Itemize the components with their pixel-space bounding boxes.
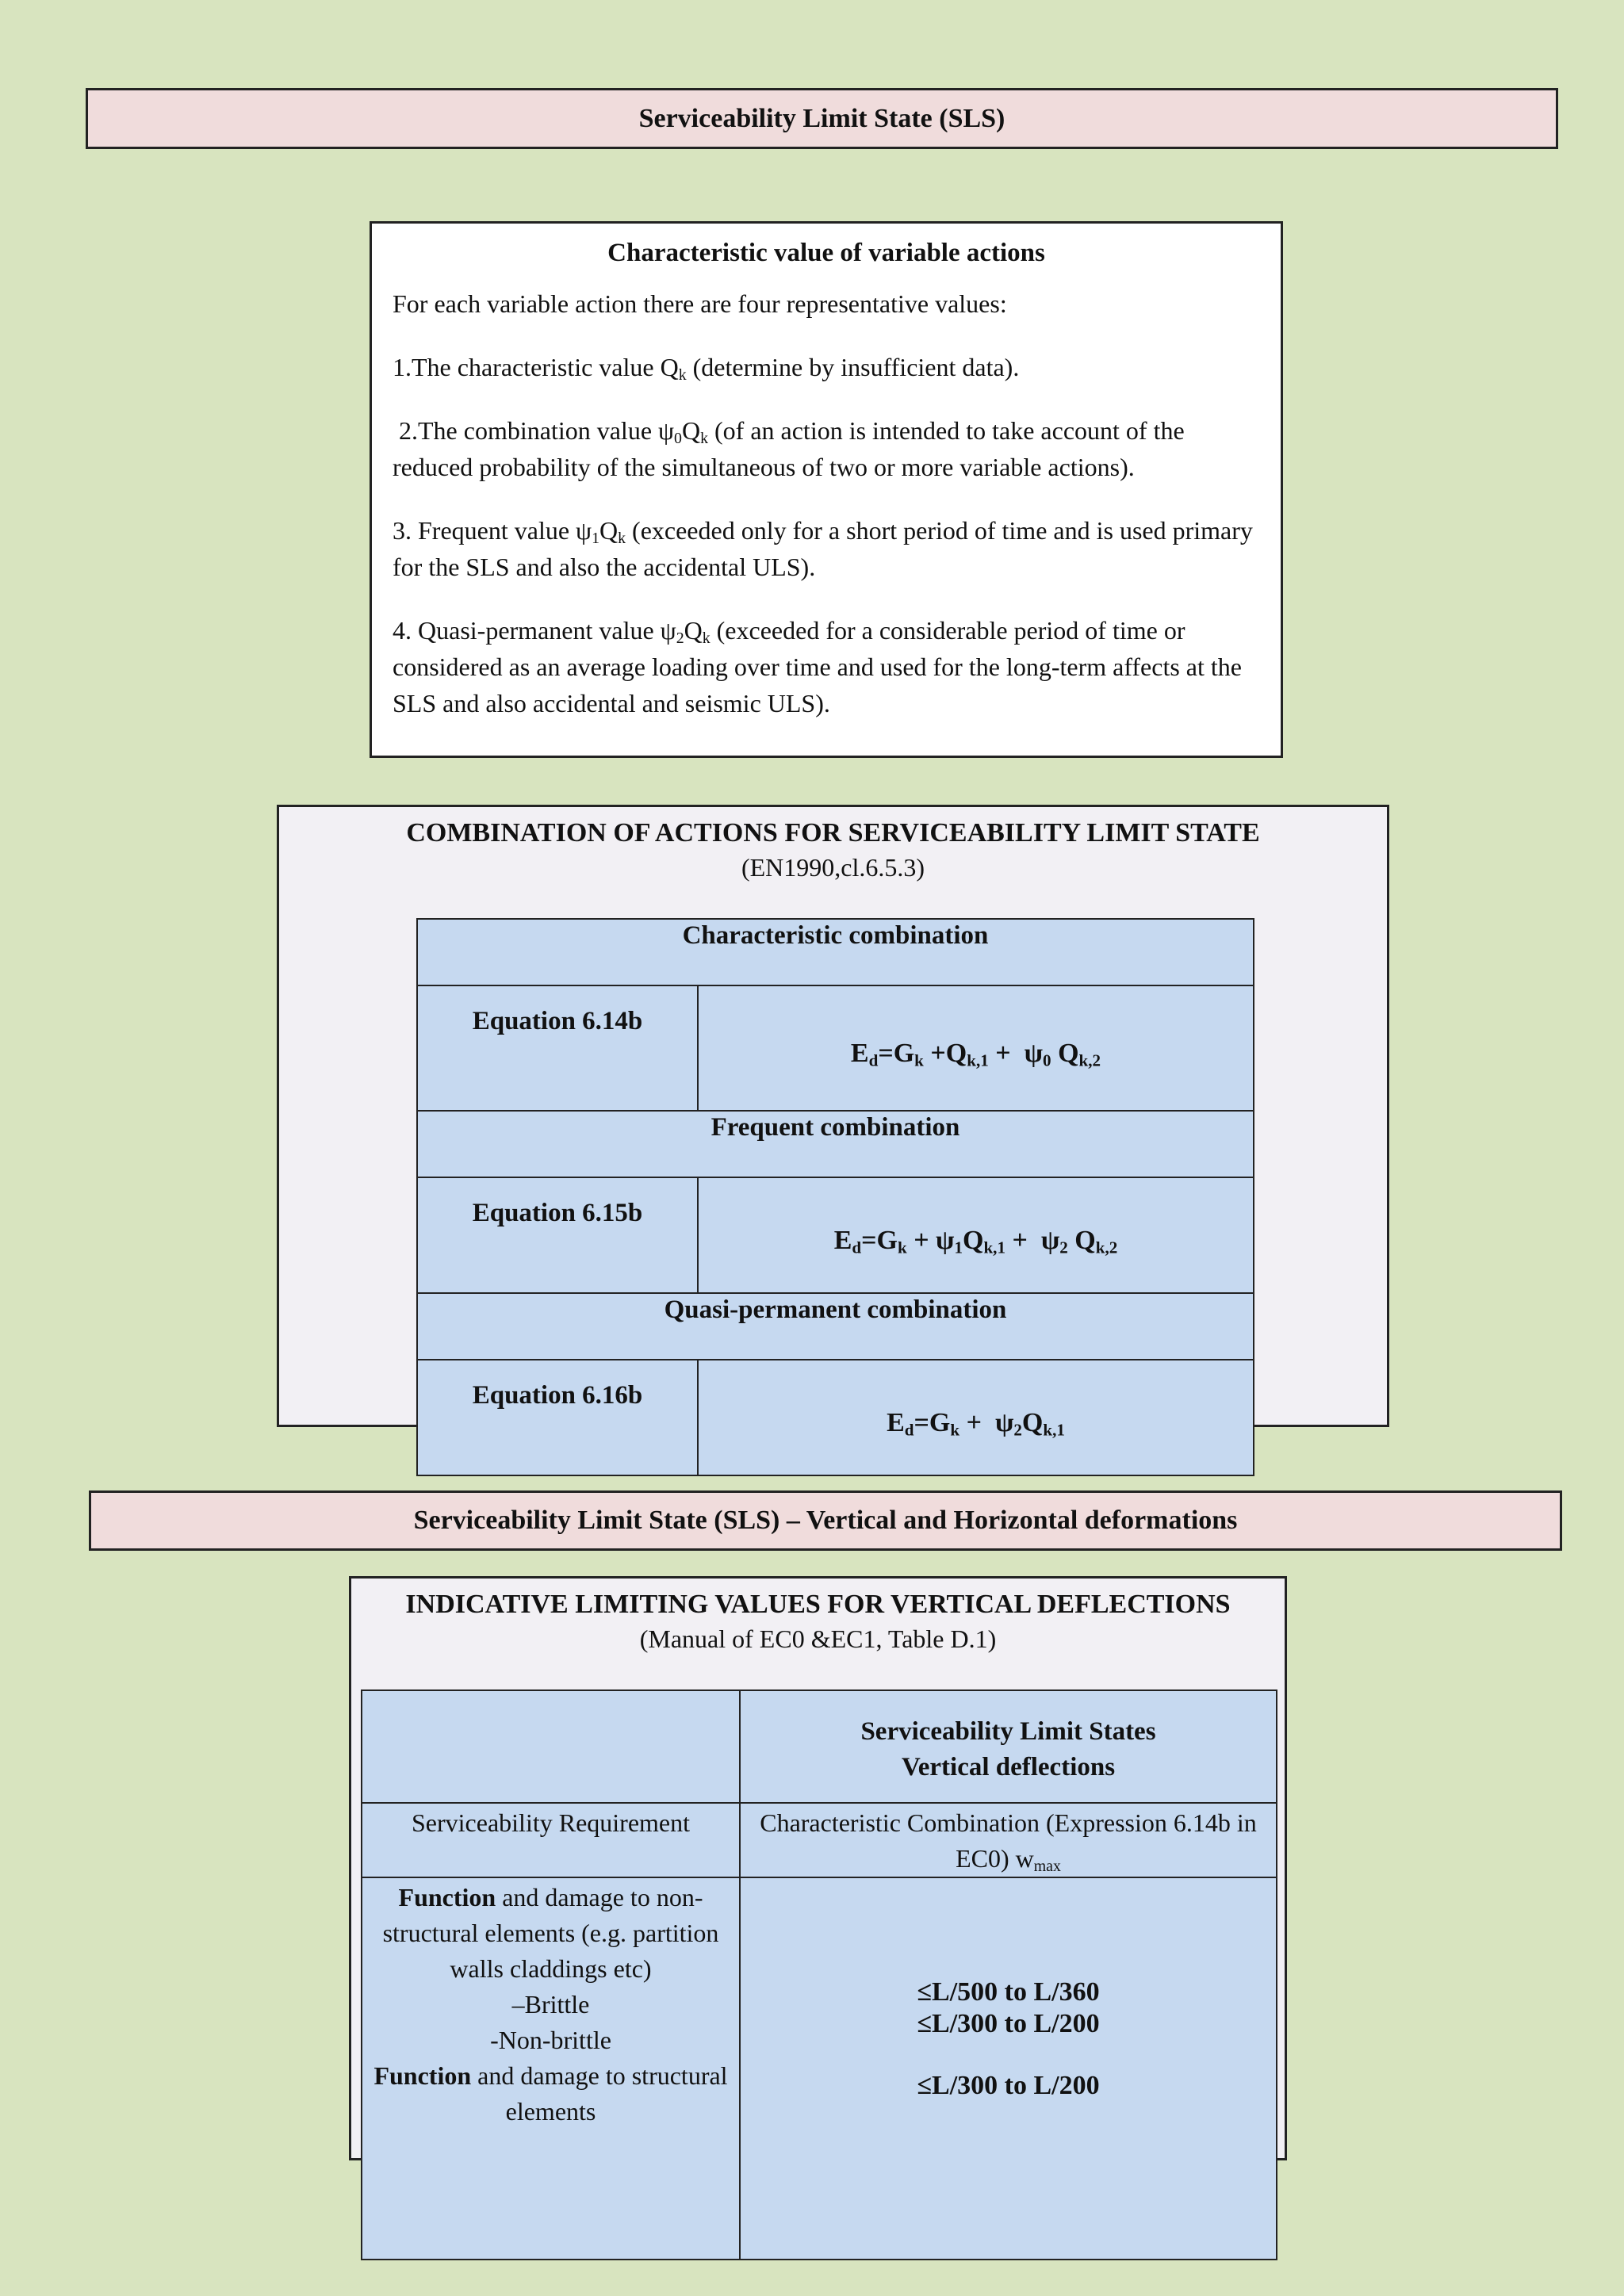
- frequent-combination-header: Frequent combination: [417, 1111, 1254, 1177]
- characteristic-values-box: [370, 221, 1283, 758]
- equation-formula: $E_d=G_k + \psi_1Q_{k,1} + \psi_2$ $Q_{k,2}$: [698, 1177, 1254, 1293]
- characteristic-combination-header: Characteristic combination: [417, 919, 1254, 985]
- combination-table: [416, 918, 1254, 1476]
- combination-box: [277, 805, 1389, 1440]
- characteristic-item-2: 2.The combination value $\psi_0Q_k$ (of an action is intended to take account of the reduced probability of the simultaneous of two or more variable actions).: [393, 416, 1185, 481]
- combination-title: COMBINATION OF ACTIONS FOR SERVICEABILITY LIMIT STATE: [406, 818, 1260, 848]
- quasi-permanent-combination-header: Quasi-permanent combination: [417, 1293, 1254, 1360]
- deflection-box: [349, 1576, 1287, 2160]
- banner-sls-title: Serviceability Limit State (SLS): [638, 103, 1005, 133]
- deflection-limits: [740, 1877, 1277, 2260]
- characteristic-item-4: 4. Quasi-permanent value $\psi_2Q_k$ (exceeded for a considerable period of time or considered as an average loading over time and used for the long-term affects at the SLS and also accidental and seismic ULS).: [393, 616, 1242, 718]
- deflection-table: [361, 1689, 1277, 2260]
- characteristic-item-3: 3. Frequent value $\psi_1Q_k$ (exceeded only for a short period of time and is used primary for the SLS and also the accidental ULS).: [393, 516, 1253, 581]
- equation-label: Equation 6.16b: [417, 1360, 698, 1475]
- sls-vertical-deflections-header: Serviceability Limit States Vertical deflections: [740, 1690, 1277, 1803]
- requirement-description: Function and damage to non-structural elements (e.g. partition walls claddings etc) –Brittle -Non-brittle Function and damage to structural elements: [362, 1877, 740, 2260]
- limit-brittle: ≤L/500 to L/360: [917, 1977, 1100, 2007]
- empty-header-cell: [362, 1690, 740, 1803]
- banner-sls-deformations-title: Serviceability Limit State (SLS) – Vertical and Horizontal deformations: [413, 1506, 1238, 1535]
- combination-reference: (EN1990,cl.6.5.3): [741, 853, 925, 882]
- banner-sls-deformations: [89, 1490, 1562, 1551]
- equation-label: Equation 6.14b: [417, 985, 698, 1111]
- equation-formula: $E_d=G_k + \psi_2Q_{k,1}$: [698, 1360, 1254, 1475]
- characteristic-intro: For each variable action there are four representative values:: [393, 289, 1007, 318]
- deflection-reference: (Manual of EC0 &EC1, Table D.1): [639, 1624, 997, 1653]
- characteristic-item-1: 1.The characteristic value $Q_k$ (determine by insufficient data).: [393, 353, 1020, 384]
- characteristic-combination-label: Characteristic Combination (Expression 6.14b in EC0) $w_{max}$: [740, 1803, 1277, 1877]
- deflection-title: INDICATIVE LIMITING VALUES FOR VERTICAL DEFLECTIONS: [405, 1590, 1231, 1619]
- banner-sls: [86, 88, 1558, 149]
- characteristic-title: Characteristic value of variable actions: [607, 239, 1045, 267]
- limit-non-brittle: ≤L/300 to L/200: [917, 2009, 1100, 2038]
- equation-label: Equation 6.15b: [417, 1177, 698, 1293]
- limit-structural: ≤L/300 to L/200: [917, 2071, 1100, 2100]
- equation-formula: $E_d=G_k +Q_{k,1} + \psi_0$ $Q_{k,2}$: [698, 985, 1254, 1111]
- serviceability-requirement-label: Serviceability Requirement: [362, 1803, 740, 1877]
